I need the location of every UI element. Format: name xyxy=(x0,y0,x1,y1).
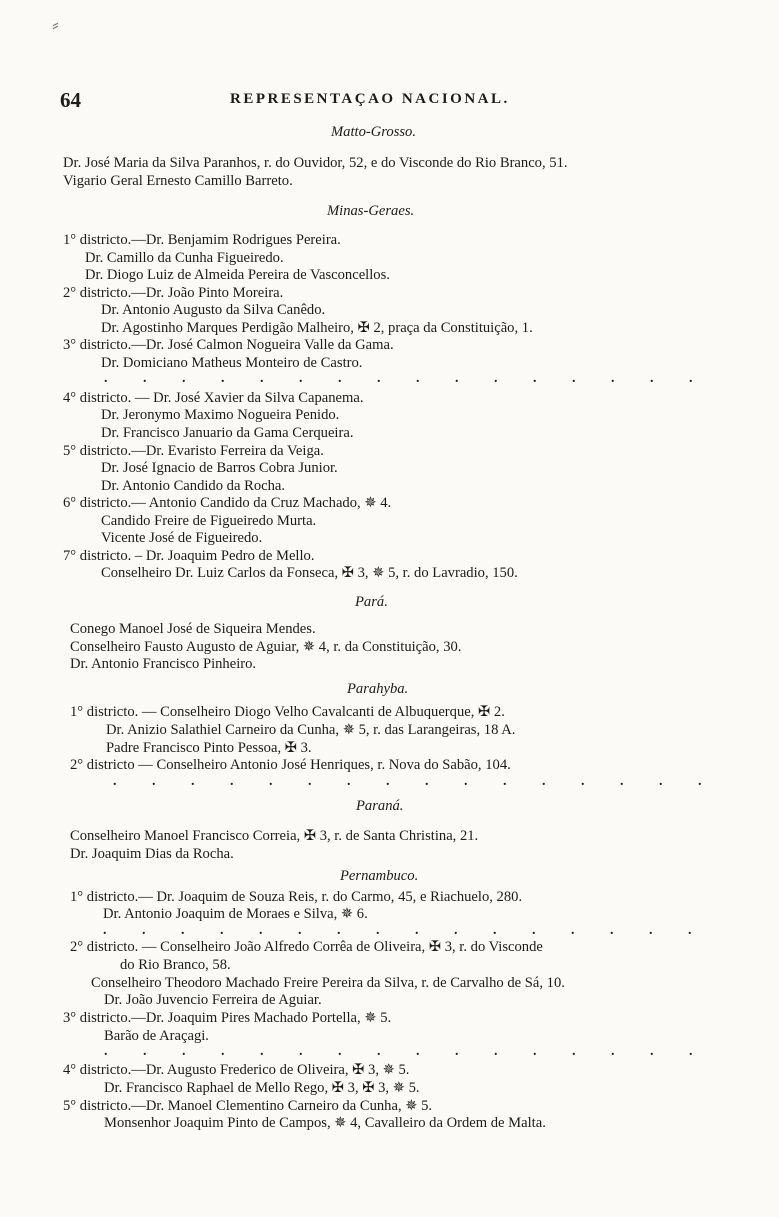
entry-line: Conselheiro Manoel Francisco Correia, ✠ 3, r. de Santa Christina, 21. xyxy=(70,828,479,844)
entry-line: Conselheiro Fausto Augusto de Aguiar, ✵ 4, r. da Constituição, 30. xyxy=(70,639,462,655)
running-head: REPRESENTAÇAO NACIONAL. xyxy=(230,91,510,107)
entry-line: Conego Manoel José de Siqueira Mendes. xyxy=(70,621,316,637)
entry-line: Dr. Francisco Raphael de Mello Rego, ✠ 3, ✠ 3, ✵ 5. xyxy=(104,1080,420,1096)
entry-line: Conselheiro Dr. Luiz Carlos da Fonseca, ✠ 3, ✵ 5, r. do Lavradio, 150. xyxy=(101,565,518,581)
entry-line: Monsenhor Joaquim Pinto de Campos, ✵ 4, Cavalleiro da Ordem de Malta. xyxy=(104,1115,546,1131)
section-title-minas-geraes: Minas-Geraes. xyxy=(327,203,415,219)
entry-line: 5° districto.—Dr. Manoel Clementino Carneiro da Cunha, ✵ 5. xyxy=(63,1098,433,1114)
entry-line: Dr. Antonio Francisco Pinheiro. xyxy=(70,656,257,672)
entry-line: do Rio Branco, 58. xyxy=(120,957,231,973)
entry-line: Conselheiro Theodoro Machado Freire Pereira da Silva, r. de Carvalho de Sá, 10. xyxy=(91,975,565,991)
entry-line: 4° districto. — Dr. José Xavier da Silva Capanema. xyxy=(63,390,364,406)
entry-line: Dr. Diogo Luiz de Almeida Pereira de Vasconcellos. xyxy=(85,267,390,283)
entry-line: 2° districto. — Conselheiro João Alfredo Corrêa de Oliveira, ✠ 3, r. do Visconde xyxy=(70,939,543,955)
entry-line: 2° districto.—Dr. João Pinto Moreira. xyxy=(63,285,284,301)
section-title-matto-grosso: Matto-Grosso. xyxy=(331,124,416,140)
entry-line: 1° districto.—Dr. Benjamim Rodrigues Pereira. xyxy=(63,232,341,248)
entry-line: 1° districto. — Conselheiro Diogo Velho Cavalcanti de Albuquerque, ✠ 2. xyxy=(70,704,505,720)
entry-line: Vigario Geral Ernesto Camillo Barreto. xyxy=(63,173,293,189)
entry-line: Dr. João Juvencio Ferreira de Aguiar. xyxy=(104,992,322,1008)
ellipsis-separator: . . . . . . . . . . . . . . . . xyxy=(104,1044,709,1059)
entry-line: Dr. José Maria da Silva Paranhos, r. do Ouvidor, 52, e do Visconde do Rio Branco, 51. xyxy=(63,155,568,171)
entry-line: Dr. Francisco Januario da Gama Cerqueira. xyxy=(101,425,354,441)
entry-line: Dr. Antonio Candido da Rocha. xyxy=(101,478,286,494)
entry-line: 6° districto.— Antonio Candido da Cruz Machado, ✵ 4. xyxy=(63,495,392,511)
page-header xyxy=(60,88,720,114)
entry-line: Dr. Anizio Salathiel Carneiro da Cunha, ✵ 5, r. das Larangeiras, 18 A. xyxy=(106,722,516,738)
section-title-parana: Paraná. xyxy=(356,798,404,814)
entry-line: 3° districto.—Dr. Joaquim Pires Machado Portella, ✵ 5. xyxy=(63,1010,392,1026)
entry-line: 5° districto.—Dr. Evaristo Ferreira da Veiga. xyxy=(63,443,324,459)
page-number: 64 xyxy=(60,88,81,112)
entry-line: 7° districto. – Dr. Joaquim Pedro de Mello. xyxy=(63,548,315,564)
entry-line: Dr. Camillo da Cunha Figueiredo. xyxy=(85,250,284,266)
entry-line: Dr. José Ignacio de Barros Cobra Junior. xyxy=(101,460,338,476)
ellipsis-separator: . . . . . . . . . . . . . . . . xyxy=(103,923,708,938)
entry-line: Dr. Jeronymo Maximo Nogueira Penido. xyxy=(101,407,340,423)
entry-line: Dr. Agostinho Marques Perdigão Malheiro, ✠ 2, praça da Constituição, 1. xyxy=(101,320,533,336)
margin-mark: ⸗ xyxy=(52,14,59,36)
entry-line: 4° districto.—Dr. Augusto Frederico de Oliveira, ✠ 3, ✵ 5. xyxy=(63,1062,410,1078)
section-title-para: Pará. xyxy=(355,594,388,610)
entry-line: Dr. Joaquim Dias da Rocha. xyxy=(70,846,234,862)
ellipsis-separator: . . . . . . . . . . . . . . . . xyxy=(113,774,718,789)
entry-line: Barão de Araçagi. xyxy=(104,1028,209,1044)
entry-line: Padre Francisco Pinto Pessoa, ✠ 3. xyxy=(106,740,312,756)
entry-line: Candido Freire de Figueiredo Murta. xyxy=(101,513,317,529)
entry-line: 1° districto.— Dr. Joaquim de Souza Reis, r. do Carmo, 45, e Riachuelo, 280. xyxy=(70,889,523,905)
entry-line: 3° districto.—Dr. José Calmon Nogueira Valle da Gama. xyxy=(63,337,394,353)
entry-line: Dr. Antonio Augusto da Silva Canêdo. xyxy=(101,302,326,318)
section-title-pernambuco: Pernambuco. xyxy=(340,868,419,884)
entry-line: Dr. Antonio Joaquim de Moraes e Silva, ✵ 6. xyxy=(103,906,368,922)
entry-line: 2° districto — Conselheiro Antonio José Henriques, r. Nova do Sabão, 104. xyxy=(70,757,511,773)
section-title-parahyba: Parahyba. xyxy=(347,681,409,697)
entry-line: Vicente José de Figueiredo. xyxy=(101,530,263,546)
ellipsis-separator: . . . . . . . . . . . . . . . . xyxy=(104,371,709,386)
entry-line: Dr. Domiciano Matheus Monteiro de Castro. xyxy=(101,355,363,371)
